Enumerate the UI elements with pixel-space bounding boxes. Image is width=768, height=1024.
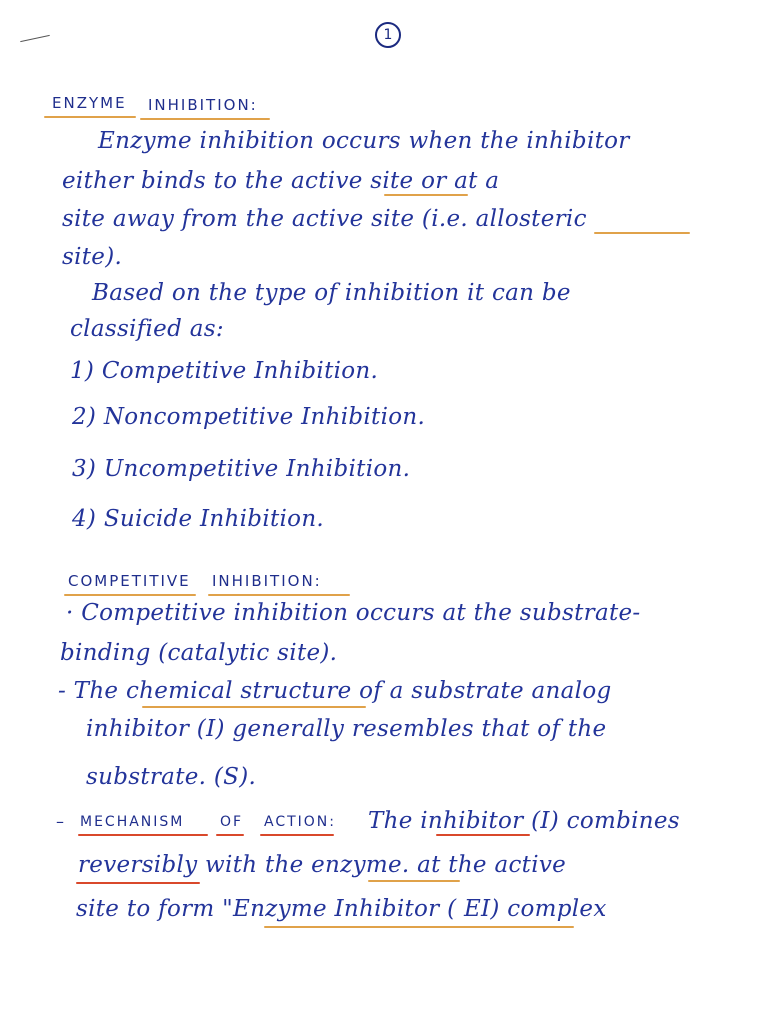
word-underline	[264, 926, 574, 928]
heading-underline	[216, 834, 244, 836]
word-underline	[142, 706, 366, 708]
text-line: reversibly with the enzyme. at the active	[78, 852, 567, 878]
list-item: 2) Noncompetitive Inhibition.	[72, 404, 426, 430]
word-underline	[594, 232, 690, 234]
heading-competitive: COMPETITIVE	[68, 572, 191, 590]
heading-inhibition: INHIBITION:	[148, 96, 258, 114]
word-underline	[436, 834, 530, 836]
text-line: either binds to the active site or at a	[62, 168, 500, 194]
heading-mechanism: MECHANISM	[80, 814, 185, 830]
pen-stroke-mark	[20, 35, 50, 42]
word-underline	[384, 194, 468, 196]
page-number: 1	[375, 22, 401, 48]
text-line: Enzyme inhibition occurs when the inhibitor	[98, 128, 630, 154]
heading-underline	[78, 834, 208, 836]
heading-action: ACTION:	[264, 814, 336, 830]
heading-underline	[260, 834, 334, 836]
heading-of: OF	[220, 814, 244, 830]
list-item: 3) Uncompetitive Inhibition.	[72, 456, 411, 482]
word-underline	[368, 880, 460, 882]
word-underline	[76, 882, 200, 884]
list-item: 1) Competitive Inhibition.	[70, 358, 379, 384]
text-line: The inhibitor (I) combines	[368, 808, 680, 834]
heading-inhibition-2: INHIBITION:	[212, 572, 322, 590]
text-line: binding (catalytic site).	[60, 640, 338, 666]
text-line: Based on the type of inhibition it can be	[92, 280, 571, 306]
text-line: site).	[62, 244, 123, 270]
text-line: · Competitive inhibition occurs at the substrate-	[66, 600, 641, 626]
heading-underline	[208, 594, 350, 596]
dash-bullet: –	[56, 812, 64, 831]
text-line: classified as:	[70, 316, 224, 342]
text-line: substrate. (S).	[86, 764, 257, 790]
heading-underline	[64, 594, 196, 596]
heading-underline	[44, 116, 136, 118]
heading-underline	[140, 118, 270, 120]
text-line: site to form "Enzyme Inhibitor ( EI) complex	[76, 896, 607, 922]
heading-enzyme: ENZYME	[52, 94, 127, 112]
list-item: 4) Suicide Inhibition.	[72, 506, 325, 532]
text-line: inhibitor (I) generally resembles that of the	[86, 716, 607, 742]
text-line: site away from the active site (i.e. allosteric	[62, 206, 587, 232]
text-line: - The chemical structure of a substrate analog	[58, 678, 612, 704]
